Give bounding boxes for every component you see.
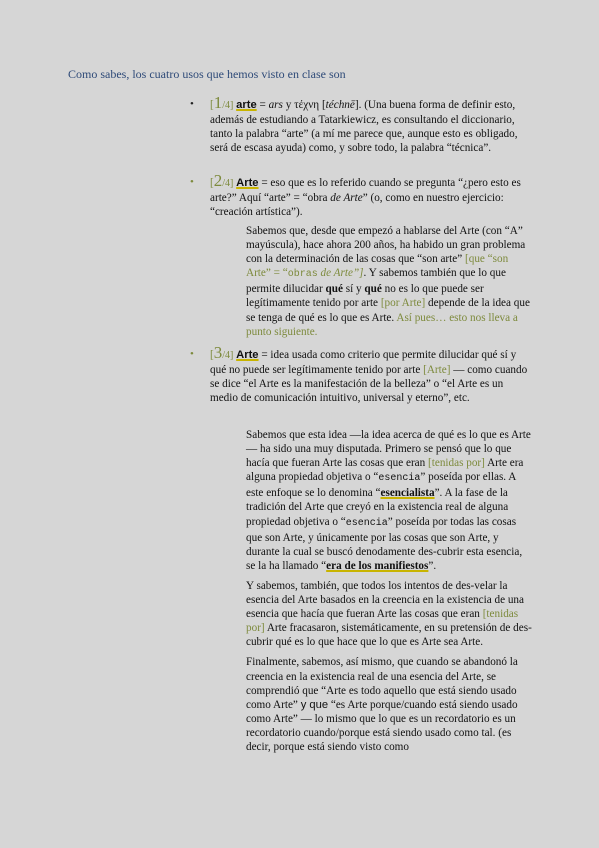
term-era-manifiestos: era de los manifiestos xyxy=(326,559,429,572)
bracket-note: [que “son Arte” = “ xyxy=(246,253,509,280)
bracket-note: de Arte”] xyxy=(317,267,364,280)
use-number: 1 xyxy=(213,93,223,112)
text: = eso que es lo referido cuando se pregunta “¿pero esto es arte?” Aquí “arte” = “obra xyxy=(210,177,521,205)
bullet-dot-icon: • xyxy=(190,98,194,110)
transition-note: Así pues… esto nos lleva a punto siguiente. xyxy=(246,311,518,338)
paragraph-3a xyxy=(246,428,534,573)
bracket-open: [ xyxy=(210,99,214,111)
term-obras: obras xyxy=(287,269,318,281)
text: ” (o, como en nuestro ejercicio: “creación artística”). xyxy=(210,192,504,219)
text: Y sabemos, también, que todos los intentos de des-velar la esencia del Arte basados en la creencia en la existencia de una esencia que hacía que fueran Arte las cosas que eran xyxy=(246,579,524,621)
term-ars: ars xyxy=(268,99,283,111)
text: Finalmente, sabemos, así mismo, que cuando se abandonó la creencia en la existencia real de una esencia del Arte, se comprendió que “Arte es todo aquello que está siendo usado como Arte” xyxy=(246,656,518,711)
keyword: arte xyxy=(236,99,257,111)
text: . Y sabemos también que lo que permite dilucidar xyxy=(246,267,506,296)
text: sí y xyxy=(342,283,365,296)
bullet-item-3 xyxy=(190,343,530,405)
keyword: Arte xyxy=(236,177,259,189)
bracket-note: [tenidas por] xyxy=(428,457,485,470)
text: no es lo que puede ser legítimamente tenido por arte xyxy=(246,283,484,310)
text: ”. A la fase de la tradición del Arte que creyó en la existencia real de alguna propiedad objetiva o “ xyxy=(246,487,509,528)
text: ”. xyxy=(428,559,437,572)
paragraph-3c xyxy=(246,655,534,754)
use-fraction: /4] xyxy=(222,100,234,111)
term-esencia: esencia xyxy=(345,517,388,529)
bullet-item-2 xyxy=(190,171,530,219)
text: Sabemos que, desde que empezó a hablarse del Arte (con “A” mayúscula), hace ahora 200 años, ha habido un gran problema con la determinación de las cosas que “son arte” xyxy=(246,225,526,266)
paragraph-2 xyxy=(246,224,531,345)
bracket-note: [por Arte] xyxy=(380,297,426,310)
text: Sabemos que esta idea —la idea acerca de qué es lo que es Arte— ha sido una muy disputada. Primero se pensó que lo que hacía que fueran Arte las cosas que eran xyxy=(246,429,531,470)
text: depende de la idea que se tenga de qué es lo que es Arte. xyxy=(246,297,530,324)
bullet-item-1 xyxy=(190,93,530,155)
use-number: 2 xyxy=(213,171,223,190)
term-esencialista: esencialista xyxy=(380,487,435,500)
use-number: 3 xyxy=(213,343,223,362)
bracket-open: [ xyxy=(210,349,214,361)
text: ” poseída por todas las cosas que son Arte, y únicamente por las cosas que son Arte, y durante la cual se buscó denodamente des-cubrir esta esencia, se la ha llamado “ xyxy=(246,515,523,572)
text: = idea usada como criterio que permite dilucidar qué sí y qué no puede ser legítimamente tenido por arte xyxy=(210,349,517,377)
intro-line: Como sabes, los cuatro usos que hemos visto en clase son xyxy=(68,67,346,81)
text: — como cuando se dice “el Arte es la manifestación de la belleza” o “el Arte es un medio de comunicación intuitivo, universal y eterno”, etc. xyxy=(210,364,528,405)
text: “es Arte porque/cuando está siendo usado como Arte” — lo mismo que lo que es un recordatorio es un recordatorio cuando/porque está siendo usado como tal. (es decir, porque está siendo visto como xyxy=(246,698,518,753)
bold-que: qué xyxy=(364,283,382,296)
bracket-note: [Arte] xyxy=(423,364,451,377)
paragraph-3b xyxy=(246,579,534,649)
bullet-dot-icon: • xyxy=(190,348,194,360)
paragraph-3-section xyxy=(246,428,534,760)
bullet-dot-icon: • xyxy=(190,176,194,188)
use-fraction: /4] xyxy=(222,350,234,361)
text: Arte fracasaron, sistemáticamente, en su pretensión de des-cubrir qué es lo que hace que lo que es Arte sea Arte. xyxy=(246,622,532,649)
bracket-note: [tenidas por] xyxy=(246,608,519,635)
use-fraction: /4] xyxy=(222,178,234,189)
term-esencia: esencia xyxy=(378,473,421,485)
text: ” poseída por ellas. A este enfoque se lo denomina “ xyxy=(246,471,516,500)
term-y-que: y que xyxy=(300,698,329,711)
text: ]. (Una buena forma de definir esto, además de estudiando a Tatarkiewicz, es consultando el diccionario, tanto la palabra “arte” (a mí me parece que, aunque esto es obligado, será de escasa ayuda) como, y sobre todo, la palabra “técnica”. xyxy=(210,99,518,155)
term-de-arte: de Arte xyxy=(330,192,363,205)
bold-que: qué xyxy=(325,283,343,296)
keyword: Arte xyxy=(236,349,259,361)
text: y τέχνη [ xyxy=(282,99,326,111)
term-techne: téchnē xyxy=(325,99,355,111)
bracket-open: [ xyxy=(210,177,214,189)
text: = xyxy=(256,99,269,111)
text: Arte era alguna propiedad objetiva o “ xyxy=(246,457,524,484)
